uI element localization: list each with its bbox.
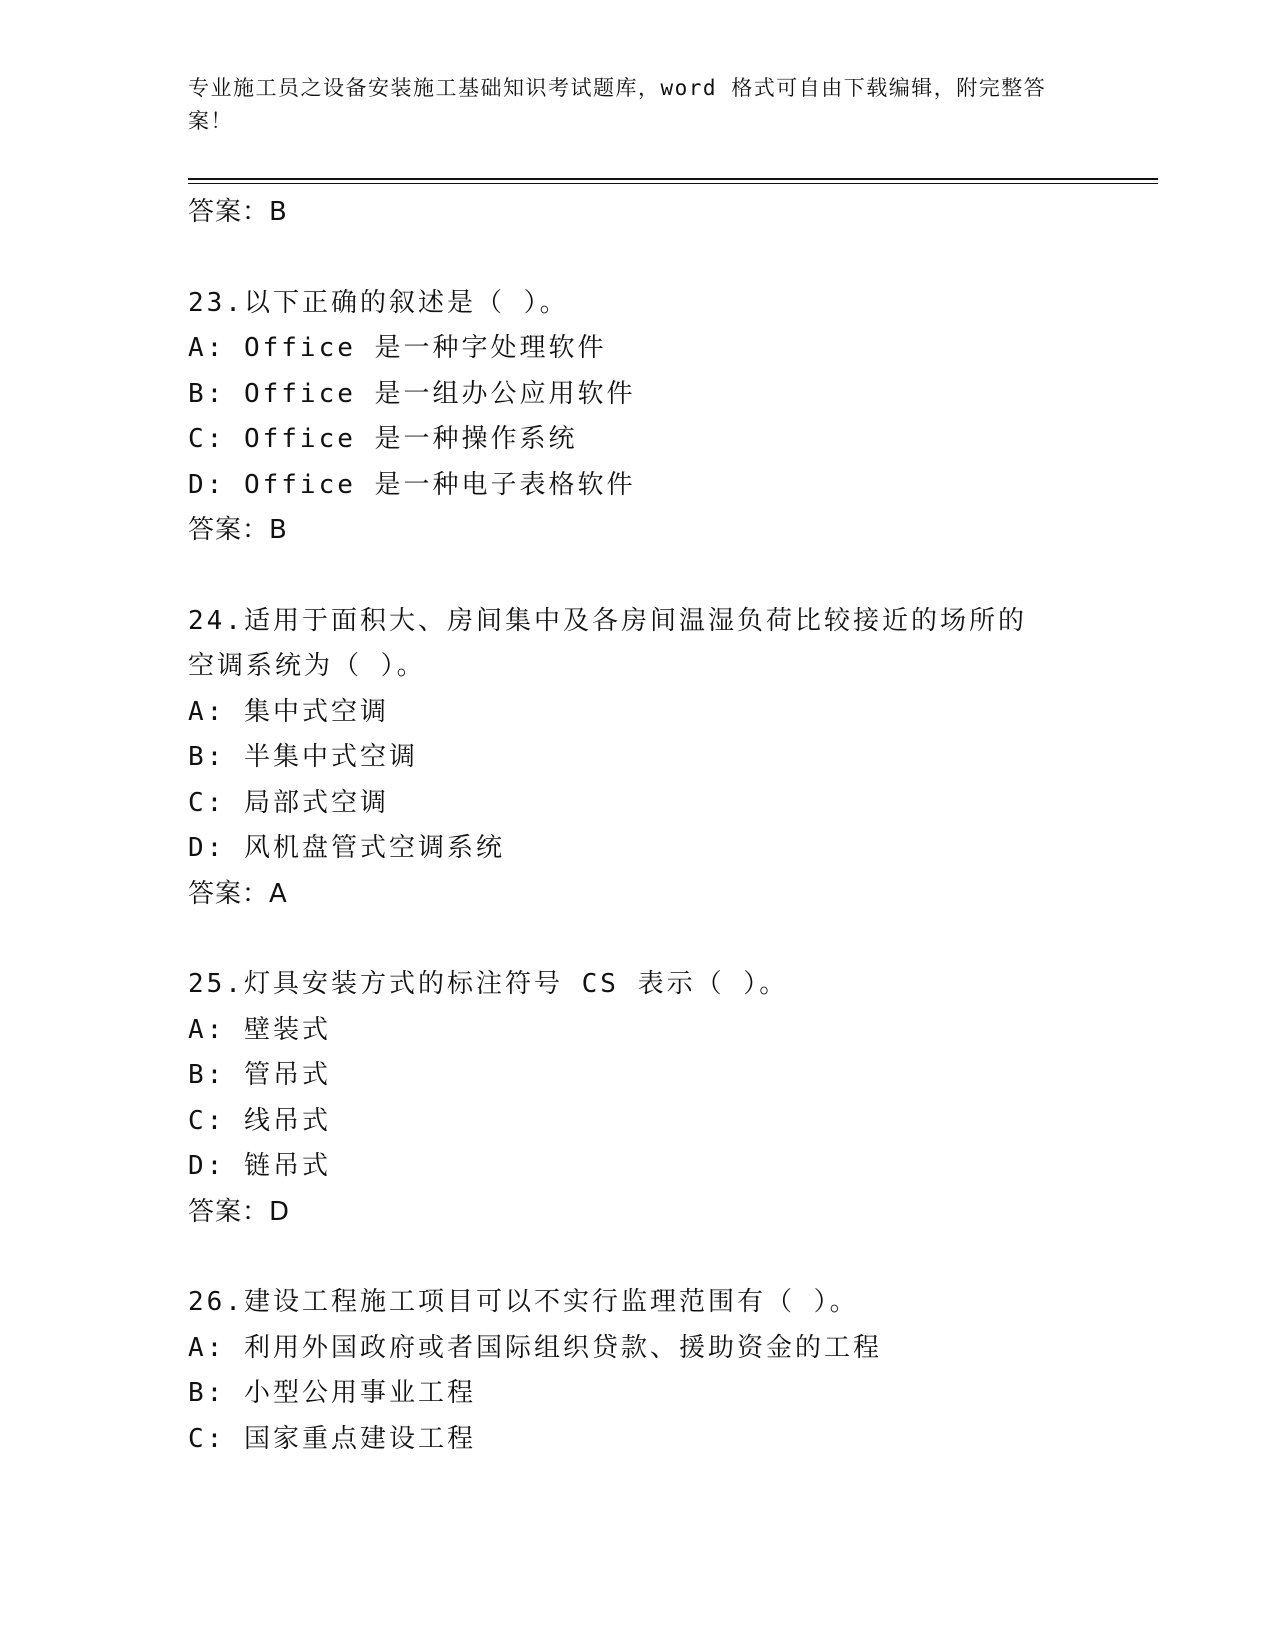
answer-line: 答案：D: [188, 1196, 291, 1227]
answer-line: 答案：B: [188, 515, 288, 545]
option-b: B: Office 是一组办公应用软件: [188, 378, 636, 409]
question-block: [188, 1280, 1148, 1462]
option-c: C: 国家重点建设工程: [188, 1423, 476, 1454]
header-rule-thick: [188, 178, 1158, 180]
question-stem: 25.灯具安装方式的标注符号 CS 表示（ ）。: [188, 969, 789, 999]
option-d: D: Office 是一种电子表格软件: [188, 469, 636, 500]
question-block: [188, 599, 1148, 918]
option-c: C: Office 是一种操作系统: [188, 424, 578, 454]
question-block: [188, 962, 1148, 1235]
question-stem: 24.适用于面积大、房间集中及各房间温湿负荷比较接近的场所的空调系统为（ ）。: [188, 605, 1027, 681]
option-b: B: 小型公用事业工程: [188, 1378, 476, 1408]
option-a: A: Office 是一种字处理软件: [188, 333, 607, 363]
option-c: C: 局部式空调: [188, 787, 389, 818]
option-b: B: 管吊式: [188, 1060, 331, 1090]
question-list: [188, 190, 1148, 1507]
spacer: [188, 236, 1148, 281]
answer-line: 答案：B: [188, 197, 288, 227]
header-rule-thin: [188, 183, 1158, 184]
option-d: D: 风机盘管式空调系统: [188, 833, 505, 863]
option-c: C: 线吊式: [188, 1105, 331, 1136]
option-a: A: 集中式空调: [188, 696, 389, 727]
option-b: B: 半集中式空调: [188, 742, 418, 772]
option-d: D: 链吊式: [188, 1151, 331, 1181]
question-block: [188, 281, 1148, 554]
option-a: A: 利用外国政府或者国际组织贷款、援助资金的工程: [188, 1332, 882, 1363]
option-a: A: 壁装式: [188, 1014, 331, 1045]
page-header: 专业施工员之设备安装施工基础知识考试题库，word 格式可自由下载编辑，附完整答案！: [188, 76, 1047, 133]
question-stem: 26.建设工程施工项目可以不实行监理范围有（ ）。: [188, 1287, 859, 1317]
answer-line: 答案：A: [188, 878, 288, 909]
question-stem: 23.以下正确的叙述是（ ）。: [188, 287, 569, 318]
